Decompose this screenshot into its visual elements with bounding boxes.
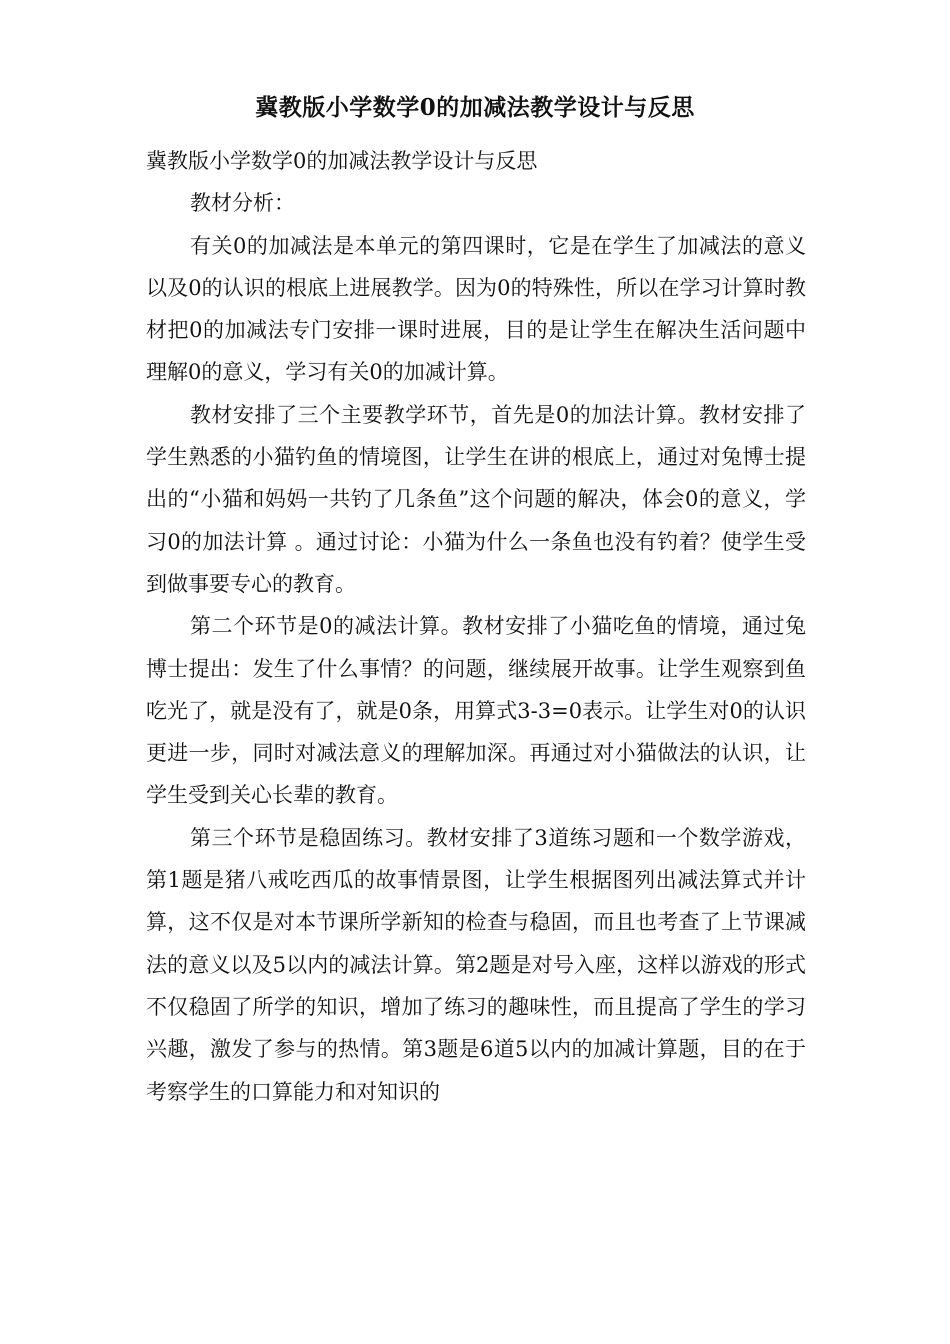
subtitle-paragraph: 冀教版小学数学0的加减法教学设计与反思 bbox=[146, 149, 538, 173]
body-paragraph: 第二个环节是0的减法计算。教材安排了小猫吃鱼的情境，通过兔博士提出：发生了什么事情？的问题，继续展开故事。让学生观察到鱼吃光了，就是没有了，就是0条，用算式3-3=0表示。让学生对0的认识更进一步，同时对减法意义的理解加深。再通过对小猫做法的认识，让学生受到关心长辈的教育。 bbox=[146, 614, 806, 808]
body-paragraph: 第三个环节是稳固练习。教材安排了3道练习题和一个数学游戏，第1题是猪八戒吃西瓜的故事情景图，让学生根据图列出减法算式并计算，这不仅是对本节课所学新知的检查与稳固，而且也考查了上节课减法的意义以及5以内的减法计算。第2题是对号入座，这样以游戏的形式不仅稳固了所学的知识，增加了练习的趣味性，而且提高了学生的学习兴趣，激发了参与的热情。第3题是6道5以内的加减计算题，目的在于考察学生的口算能力和对知识的 bbox=[146, 825, 806, 1104]
document-body bbox=[146, 140, 806, 1113]
body-paragraph: 教材安排了三个主要教学环节，首先是0的加法计算。教材安排了学生熟悉的小猫钓鱼的情境图，让学生在讲的根底上，通过对兔博士提出的“小猫和妈妈一共钓了几条鱼”这个问题的解决，体会0的意义，学习0的加法计算 。通过讨论：小猫为什么一条鱼也没有钓着？使学生受到做事要专心的教育。 bbox=[146, 402, 806, 596]
section-heading: 教材分析： bbox=[190, 191, 295, 216]
document-title: 冀教版小学数学0的加减法教学设计与反思 bbox=[255, 94, 695, 121]
body-paragraph: 有关0的加减法是本单元的第四课时，它是在学生了加减法的意义以及0的认识的根底上进展教学。因为0的特殊性，所以在学习计算时教材把0的加减法专门安排一课时进展，目的是让学生在解决生活问题中理解0的意义，学习有关0的加减计算。 bbox=[146, 233, 806, 385]
